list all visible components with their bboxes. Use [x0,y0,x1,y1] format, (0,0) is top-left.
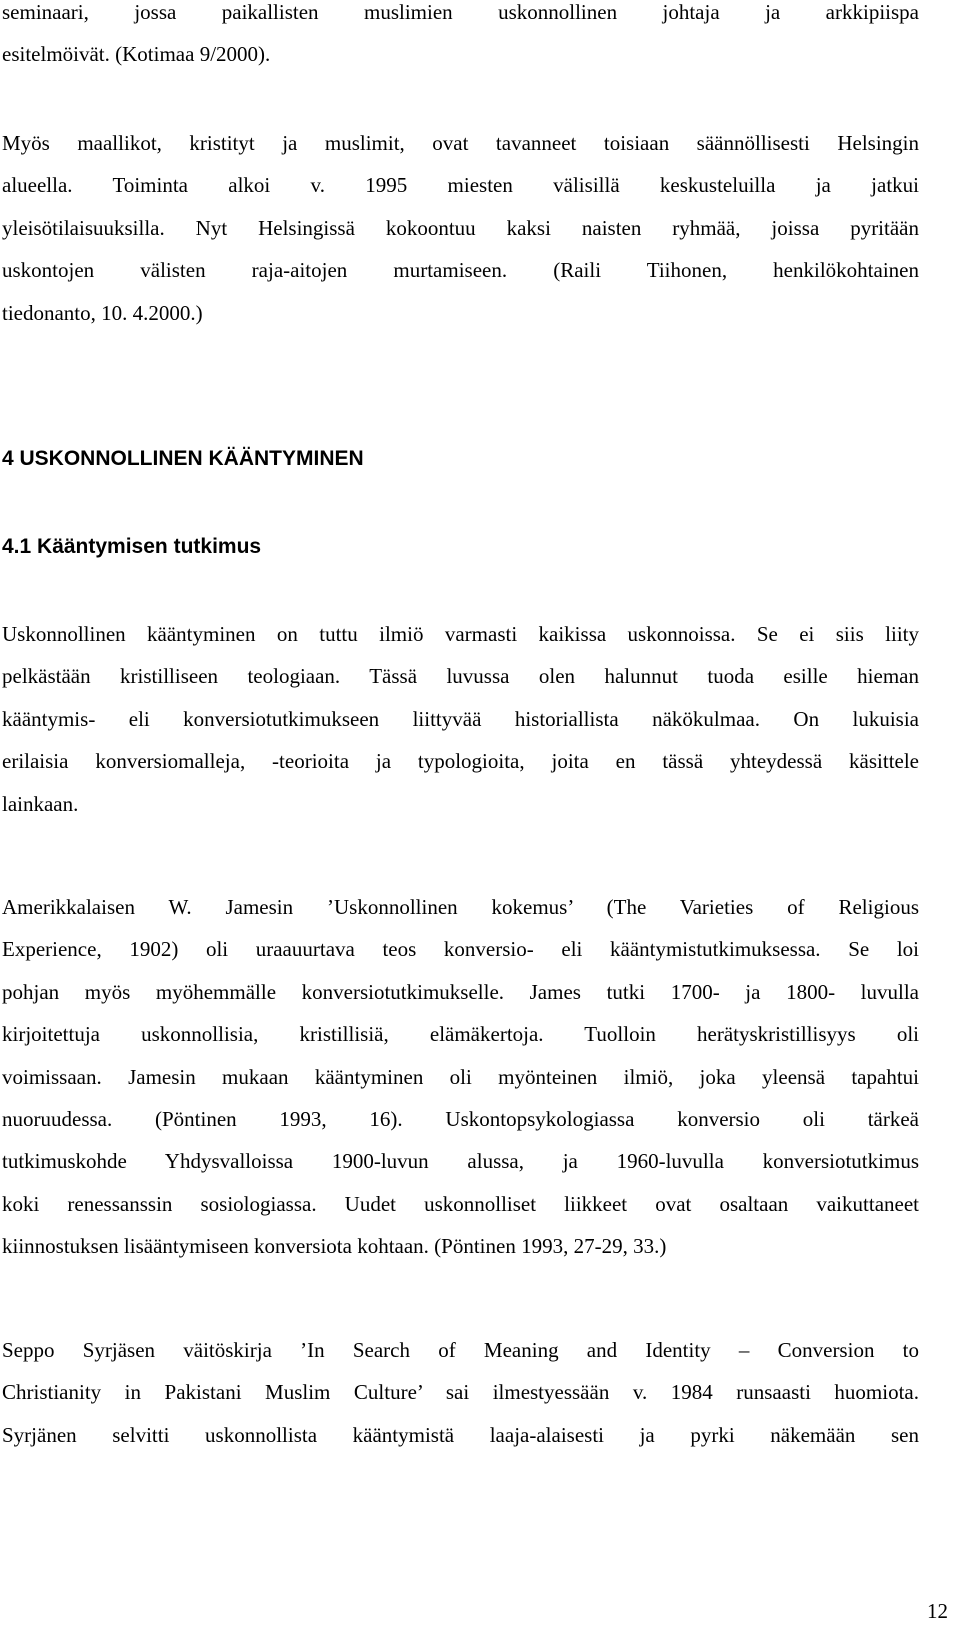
paragraph [2,0,919,76]
text-line: kiinnostuksen lisääntymiseen konversiota kohtaan. (Pöntinen 1993, 27-29, 33.) [2,1234,667,1259]
page-number: 12 [927,1599,948,1623]
text-line: Myös maallikot, kristityt ja muslimit, ovat tavanneet toisiaan säännöllisesti Helsingin [2,131,919,155]
text-line: tutkimuskohde Yhdysvalloissa 1900-luvun alussa, ja 1960-luvulla konversiotutkimus [2,1149,919,1174]
text-line: seminaari, jossa paikallisten muslimien uskonnollinen johtaja ja arkkipiispa [2,0,919,24]
text-line: Seppo Syrjäsen väitöskirja ’In Search of Meaning and Identity – Conversion to [2,1338,919,1362]
text-line: Uskonnollinen kääntyminen on tuttu ilmiö varmasti kaikissa uskonnoissa. Se ei siis liity [2,622,919,646]
section-heading: 4.1 Kääntymisen tutkimus [2,535,262,558]
chapter-heading: 4 USKONNOLLINEN KÄÄNTYMINEN [2,447,364,470]
text-line: alueella. Toiminta alkoi v. 1995 miesten välisillä keskusteluilla ja jatkui [2,173,919,198]
text-line: pohjan myös myöhemmälle konversiotutkimukselle. James tutki 1700- ja 1800- luvulla [2,979,919,1004]
text-line: nuoruudessa. (Pöntinen 1993, 16). Uskontopsykologiassa konversio oli tärkeä [2,1106,919,1131]
text-line: uskontojen välisten raja-aitojen murtamiseen. (Raili Tiihonen, henkilökohtainen [2,258,919,283]
paragraph [2,886,919,1268]
text-line: kirjoitettuja uskonnollisia, kristillisiä, elämäkertoja. Tuolloin herätyskristillisyys oli [2,1022,919,1047]
text-line: Amerikkalaisen W. Jamesin ’Uskonnollinen kokemus’ (The Varieties of Religious [2,895,919,919]
text-line: koki renessanssin sosiologiassa. Uudet uskonnolliset liikkeet ovat osaltaan vaikuttaneet [2,1191,919,1216]
paragraph [2,1329,919,1456]
text-line: lainkaan. [2,791,79,816]
text-line: esitelmöivät. (Kotimaa 9/2000). [2,42,271,67]
text-line: Christianity in Pakistani Muslim Culture’ sai ilmestyessään v. 1984 runsaasti huomiota. [2,1380,919,1405]
text-line: Syrjänen selvitti uskonnollista kääntymistä laaja-alaisesti ja pyrki näkemään sen [2,1422,919,1447]
paragraph [2,613,919,825]
text-line: yleisötilaisuuksilla. Nyt Helsingissä kokoontuu kaksi naisten ryhmää, joissa pyritään [2,215,919,240]
text-line: voimissaan. Jamesin mukaan kääntyminen oli myönteinen ilmiö, joka yleensä tapahtui [2,1064,919,1089]
text-line: kääntymis- eli konversiotutkimukseen liittyvää historiallista näkökulmaa. On lukuisia [2,706,919,731]
text-line: erilaisia konversiomalleja, -teorioita ja typologioita, joita en tässä yhteydessä käsittele [2,749,919,774]
text-line: pelkästään kristilliseen teologiaan. Tässä luvussa olen halunnut tuoda esille hieman [2,664,919,689]
text-line: tiedonanto, 10. 4.2000.) [2,300,203,325]
paragraph [2,122,919,334]
text-line: Experience, 1902) oli uraauurtava teos konversio- eli kääntymistutkimuksessa. Se loi [2,937,919,962]
